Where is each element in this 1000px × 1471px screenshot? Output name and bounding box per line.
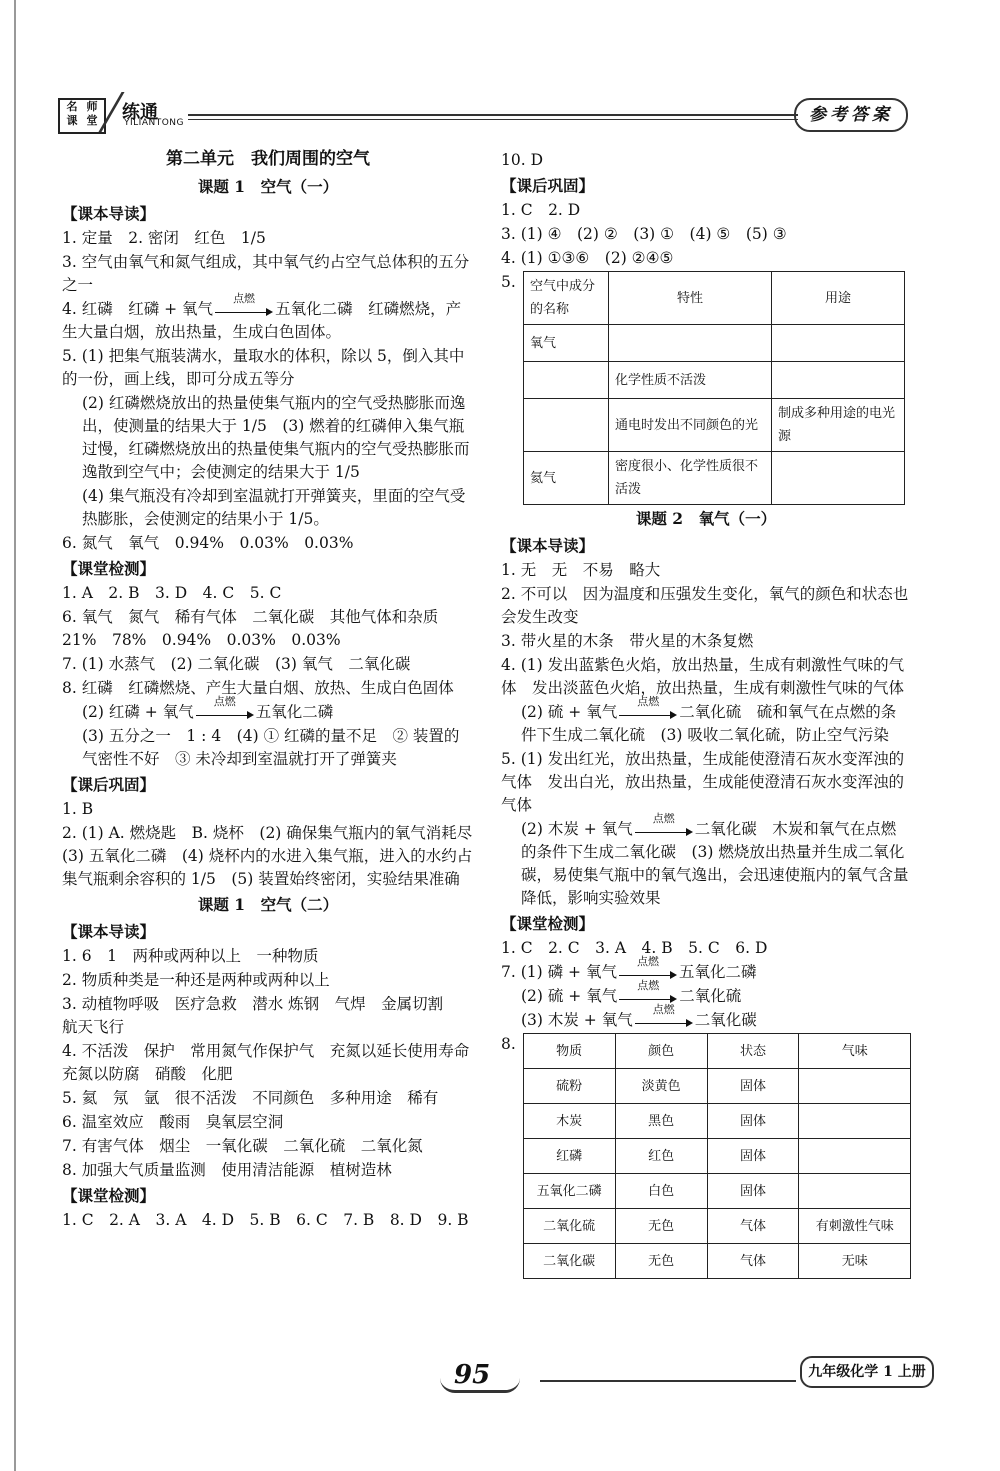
answer-line: 3. (1) ④ (2) ② (3) ① (4) ⑤ (5) ③ xyxy=(501,225,787,243)
reaction-arrow: 点燃 xyxy=(635,1014,693,1028)
answer-line: 1. 无 无 不易 略大 xyxy=(501,561,661,579)
table-cell: 无色 xyxy=(615,1244,707,1279)
table-cell: 气体 xyxy=(707,1244,799,1279)
answer-line: 4. (1) ①③⑥ (2) ②④⑤ xyxy=(501,249,674,267)
reaction-arrow: 点燃 xyxy=(635,823,693,837)
table-cell xyxy=(524,362,609,399)
table-row xyxy=(524,399,905,452)
table-header-cell: 气味 xyxy=(799,1034,911,1069)
section-heading: 【课堂检测】 xyxy=(501,914,595,933)
answer-line: (2) 红磷燃烧放出的热量使集气瓶内的空气受热膨胀而逸出，使测量的结果大于 1/5 (3) 燃着的红磷伸入集气瓶过慢，红磷燃烧放出的热量使集气瓶内的空气受热膨胀而逸散到空气中；会使测定的结果大于 1/5 xyxy=(82,394,470,481)
right-column xyxy=(501,148,911,1280)
table-cell: 无味 xyxy=(799,1244,911,1279)
table-cell xyxy=(609,325,772,362)
answer-line: 5. (1) 发出红光，放出热量，生成能使澄清石灰水变浑浊的气体 发出白光，放出热量，生成能使澄清石灰水变浑浊的气体 xyxy=(501,750,905,814)
table-header-row xyxy=(523,1034,910,1069)
answer-line: (2) 硫 + 氧气 点燃 二氧化硫 xyxy=(521,979,742,1005)
table-row xyxy=(524,452,905,505)
table-header-row xyxy=(524,272,905,325)
table-cell: 固体 xyxy=(707,1139,799,1174)
answer-line: 6. 氮气 氧气 0.94% 0.03% 0.03% xyxy=(62,534,354,552)
section-heading: 【课后巩固】 xyxy=(501,176,595,195)
reaction-arrow: 点燃 xyxy=(619,706,677,720)
logo-text: 练通 xyxy=(122,102,158,123)
answer-line: 4. (1) 发出蓝紫色火焰，放出热量，生成有刺激性气味的气体 发出淡蓝色火焰，放出热量，生成有刺激性气味的气体 xyxy=(501,656,905,697)
table-cell xyxy=(799,1104,911,1139)
table-cell: 红色 xyxy=(615,1139,707,1174)
answer-line: 5. (1) 把集气瓶装满水，量取水的体积，除以 5，倒入其中的一份，画上线，即可分成五等分 xyxy=(62,347,465,388)
reaction-arrow: 点燃 xyxy=(196,706,254,720)
answer-line: (2) 木炭 + 氧气 点燃 二氧化碳 木炭和氧气在点燃的条件下生成二氧化碳 (3) 燃烧放出热量并生成二氧化碳，易使集气瓶中的氧气逸出，会迅速使瓶内的氧气含量降低，影响实验效果 xyxy=(521,812,909,907)
table-cell xyxy=(799,1139,911,1174)
table-row xyxy=(524,362,905,399)
section-heading: 【课堂检测】 xyxy=(62,559,156,578)
book-title-badge: 九年级化学 1 上册 xyxy=(800,1356,934,1388)
section-heading: 【课本导读】 xyxy=(501,536,595,555)
table-cell: 固体 xyxy=(707,1174,799,1209)
table-cell: 白色 xyxy=(615,1174,707,1209)
answer-line: 5. 氦 氖 氩 很不活泼 不同颜色 多种用途 稀有 xyxy=(62,1089,439,1107)
page-number: 95 xyxy=(454,1360,491,1390)
table-cell: 淡黄色 xyxy=(615,1069,707,1104)
table-header-cell: 物质 xyxy=(523,1034,615,1069)
table-cell: 五氧化二磷 xyxy=(523,1174,615,1209)
section-heading: 【课堂检测】 xyxy=(62,1186,156,1205)
answer-line: 2. (1) A. 燃烧匙 B. 烧杯 (2) 确保集气瓶内的氧气消耗尽 (3) 五氧化二磷 (4) 烧杯内的水进入集气瓶，进入的水约占集气瓶剩余容积的 1/5 (5) 装置始终密闭，实验结果准确 xyxy=(62,824,488,888)
table-cell xyxy=(772,362,905,399)
table-header-cell: 用途 xyxy=(772,272,905,325)
table-cell: 气体 xyxy=(707,1209,799,1244)
answer-line: (3) 木炭 + 氧气 点燃 二氧化碳 xyxy=(521,1003,757,1029)
footer-rule xyxy=(540,1380,796,1382)
answer-line: (3) 五分之一 1 : 4 (4) ① 红磷的量不足 ② 装置的气密性不好 ③ 未冷却到室温就打开了弹簧夹 xyxy=(82,727,460,768)
table-row xyxy=(523,1174,910,1209)
table-header-cell: 颜色 xyxy=(615,1034,707,1069)
table-cell: 二氧化硫 xyxy=(523,1209,615,1244)
substance-properties-table xyxy=(523,1033,911,1279)
logo-subtext: YILIANTONG xyxy=(124,118,184,128)
table-row xyxy=(523,1139,910,1174)
lesson-title: 课题 1 空气（二） xyxy=(197,895,339,914)
binding-rule xyxy=(14,0,16,1471)
table-row xyxy=(524,325,905,362)
answer-line: (2) 红磷 + 氧气 点燃 五氧化二磷 xyxy=(82,695,334,721)
header-rule xyxy=(188,114,798,116)
answer-line: 3. 空气由氧气和氮气组成，其中氧气约占空气总体积的五分之一 xyxy=(62,253,470,294)
answer-line: 8. 红磷 红磷燃烧、产生大量白烟、放热、生成白色固体 xyxy=(62,679,454,697)
table-cell xyxy=(799,1174,911,1209)
table-cell: 化学性质不活泼 xyxy=(609,362,772,399)
answer-line: 2. 不可以 因为温度和压强发生变化，氧气的颜色和状态也会发生改变 xyxy=(501,585,909,626)
table-cell xyxy=(772,452,905,505)
table-row xyxy=(523,1069,910,1104)
answer-line: 10. D xyxy=(501,151,544,169)
table-row xyxy=(523,1244,910,1279)
answer-line: (2) 硫 + 氧气 点燃 二氧化硫 硫和氧气在点燃的条件下生成二氧化硫 (3) 吸收二氧化硫，防止空气污染 xyxy=(521,695,897,744)
answer-line: (4) 集气瓶没有冷却到室温就打开弹簧夹，里面的空气受热膨胀，会使测定的结果小于 1/5。 xyxy=(82,487,466,528)
lesson-title: 课题 2 氧气（一） xyxy=(635,509,777,528)
table-cell: 二氧化碳 xyxy=(523,1244,615,1279)
table-cell: 固体 xyxy=(707,1069,799,1104)
table-header-cell: 空气中成分的名称 xyxy=(524,272,609,325)
answer-line: 7. (1) 磷 + 氧气 点燃 五氧化二磷 xyxy=(501,955,757,981)
answer-line: 1. C 2. D xyxy=(501,201,581,219)
table-header-cell: 特性 xyxy=(609,272,772,325)
table-header-cell: 状态 xyxy=(707,1034,799,1069)
table-cell: 制成多种用途的电光源 xyxy=(772,399,905,452)
table-cell xyxy=(799,1069,911,1104)
logo: 名 师 课 堂 xyxy=(58,98,106,134)
table-cell: 通电时发出不同颜色的光 xyxy=(609,399,772,452)
left-column xyxy=(62,148,488,1233)
answer-line: 8. 物质 颜色 状态 气味 硫粉 淡黄色 固体 木炭 黑色 固体 红磷 红色 固体 五氧化二磷 白色 固体 二氧化硫 无色 气体 有刺激性气味 二氧化碳 无色 气体 无味 xyxy=(501,1033,911,1279)
answer-line: 6. 温室效应 酸雨 臭氧层空洞 xyxy=(62,1113,284,1131)
answer-line: 1. C 2. A 3. A 4. D 5. B 6. C 7. B 8. D 9. B xyxy=(62,1211,469,1229)
answer-line: 4. 红磷 红磷 + 氧气 点燃 五氧化二磷 红磷燃烧，产生大量白烟，放出热量，生成白色固体。 xyxy=(62,292,462,341)
table-cell: 硫粉 xyxy=(523,1069,615,1104)
answer-key-badge: 参考答案 xyxy=(794,98,908,132)
table-row xyxy=(523,1209,910,1244)
page-footer xyxy=(0,1340,1000,1400)
page-header xyxy=(58,96,908,132)
answer-line: 2. 物质种类是一种还是两种或两种以上 xyxy=(62,971,330,989)
answer-line: 4. 不活泼 保护 常用氮气作保护气 充氮以延长使用寿命 充氮以防腐 硝酸 化肥 xyxy=(62,1042,485,1083)
section-heading: 【课后巩固】 xyxy=(62,775,156,794)
table-cell: 密度很小、化学性质很不活泼 xyxy=(609,452,772,505)
air-components-table xyxy=(523,271,905,505)
table-cell: 无色 xyxy=(615,1209,707,1244)
answer-line: 3. 动植物呼吸 医疗急救 潜水 炼钢 气焊 金属切割 航天飞行 xyxy=(62,995,459,1036)
table-cell: 红磷 xyxy=(523,1139,615,1174)
answer-line: 6. 氧气 氮气 稀有气体 二氧化碳 其他气体和杂质 21% 78% 0.94% 0.03% 0.03% xyxy=(62,608,454,649)
answer-line: 7. 有害气体 烟尘 一氧化碳 二氧化硫 二氧化氮 xyxy=(62,1137,423,1155)
answer-line: 1. 定量 2. 密闭 红色 1/5 xyxy=(62,229,266,247)
answer-line: 1. A 2. B 3. D 4. C 5. C xyxy=(62,584,282,602)
answer-line: 8. 加强大气质量监测 使用清洁能源 植树造林 xyxy=(62,1161,392,1179)
table-cell: 有刺激性气味 xyxy=(799,1209,911,1244)
reaction-arrow: 点燃 xyxy=(619,990,677,1004)
table-cell xyxy=(772,325,905,362)
section-heading: 【课本导读】 xyxy=(62,204,156,223)
answer-line: 1. B xyxy=(62,800,94,818)
table-row xyxy=(523,1104,910,1139)
answer-line: 1. 6 1 两种或两种以上 一种物质 xyxy=(62,947,319,965)
table-cell: 木炭 xyxy=(523,1104,615,1139)
section-heading: 【课本导读】 xyxy=(62,922,156,941)
unit-title: 第二单元 我们周围的空气 xyxy=(166,149,370,169)
answer-line: 3. 带火星的木条 带火星的木条复燃 xyxy=(501,632,754,650)
answer-line: 1. C 2. C 3. A 4. B 5. C 6. D xyxy=(501,939,768,957)
reaction-arrow: 点燃 xyxy=(215,303,273,317)
answer-line: 5. 空气中成分的名称 特性 用途 氧气 化学性质不活泼 通电时发出不同颜色的光 制成多种用途的电光源 氦气 密度很小、化学性质很不活泼 xyxy=(501,271,911,505)
table-cell xyxy=(524,399,609,452)
reaction-arrow: 点燃 xyxy=(619,966,677,980)
table-cell: 氦气 xyxy=(524,452,609,505)
header-rule-thin xyxy=(188,119,798,120)
table-cell: 氧气 xyxy=(524,325,609,362)
table-cell: 固体 xyxy=(707,1104,799,1139)
lesson-title: 课题 1 空气（一） xyxy=(197,177,339,196)
answer-line: 7. (1) 水蒸气 (2) 二氧化碳 (3) 氧气 二氧化碳 xyxy=(62,655,411,673)
table-cell: 黑色 xyxy=(615,1104,707,1139)
